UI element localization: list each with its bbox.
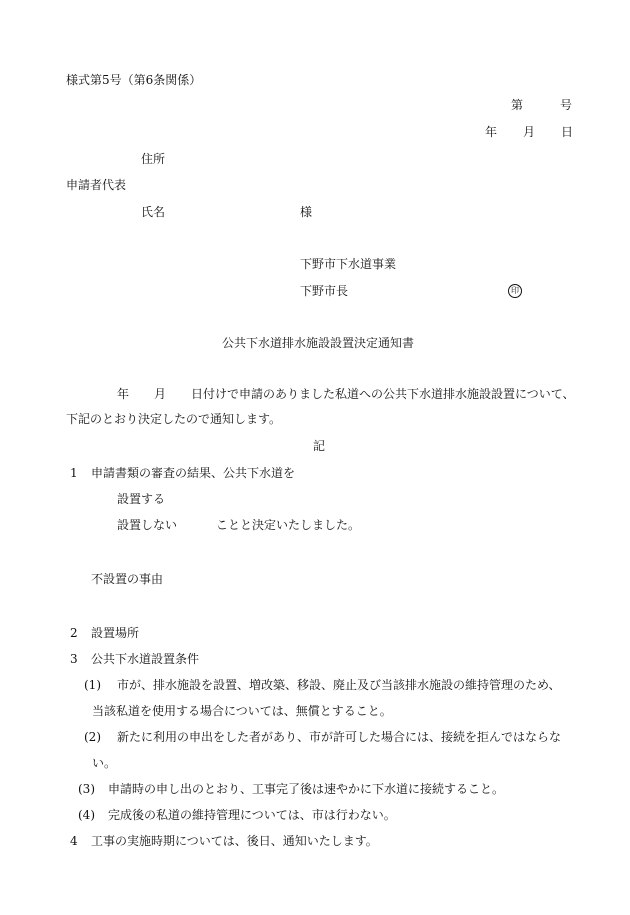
intro-year: 年	[117, 387, 130, 401]
item2-text: 設置場所	[91, 626, 140, 640]
item2-number: 2	[70, 626, 78, 640]
applicant-address-label: 住所	[141, 152, 166, 166]
document-title: 公共下水道排水施設設置決定通知書	[222, 336, 415, 350]
condition-1-number: (1)	[84, 678, 101, 692]
intro-month: 月	[154, 387, 167, 401]
applicant-role-label: 申請者代表	[66, 178, 127, 192]
condition-2-number: (2)	[84, 730, 101, 744]
condition-4-number: (4)	[78, 808, 95, 822]
item4-text: 工事の実施時期については、後日、通知いたします。	[91, 834, 378, 848]
condition-2-line1: 新たに利用の申出をした者があり、市が許可した場合には、接続を拒んではならな	[117, 730, 562, 744]
item1-reason-label: 不設置の事由	[91, 572, 164, 586]
condition-4-line1: 完成後の私道の維持管理については、市は行わない。	[108, 808, 396, 822]
item1-option-not-install: 設置しない	[117, 518, 178, 532]
ki-heading: 記	[313, 439, 326, 453]
condition-3-number: (3)	[78, 782, 95, 796]
intro-line2: 下記のとおり決定したので通知します。	[66, 412, 282, 426]
item1-option-install: 設置する	[117, 492, 166, 506]
date-day: 日	[561, 125, 574, 139]
form-number: 様式第5号（第6条関係）	[66, 73, 202, 87]
item3-text: 公共下水道設置条件	[91, 652, 200, 666]
issuer-organization: 下野市下水道事業	[300, 257, 397, 271]
condition-1-line1: 市が、排水施設を設置、増改築、移設、廃止及び当該排水施設の維持管理のため、	[117, 678, 561, 692]
condition-1-line2: 当該私道を使用する場合については、無償とすること。	[92, 704, 392, 718]
item4-number: 4	[70, 834, 78, 848]
intro-line1: 日付けで申請のありました私道への公共下水道排水施設設置について、	[191, 387, 575, 401]
condition-2-line2: い。	[92, 756, 117, 770]
applicant-honorific: 様	[300, 205, 313, 219]
item1-text: 申請書類の審査の結果、公共下水道を	[91, 466, 296, 480]
document-number-go: 号	[560, 98, 573, 112]
issuer-mayor: 下野市長	[300, 284, 349, 298]
item3-number: 3	[70, 652, 78, 666]
date-year: 年	[485, 125, 498, 139]
condition-3-line1: 申請時の申し出のとおり、工事完了後は速やかに下水道に接続すること。	[108, 782, 505, 796]
document-number-dai: 第	[511, 98, 524, 112]
applicant-name-label: 氏名	[141, 205, 166, 219]
date-month: 月	[523, 125, 536, 139]
seal-mark: 印	[508, 284, 522, 298]
item1-decided: ことと決定いたしました。	[216, 518, 361, 532]
item1-number: 1	[70, 466, 78, 480]
